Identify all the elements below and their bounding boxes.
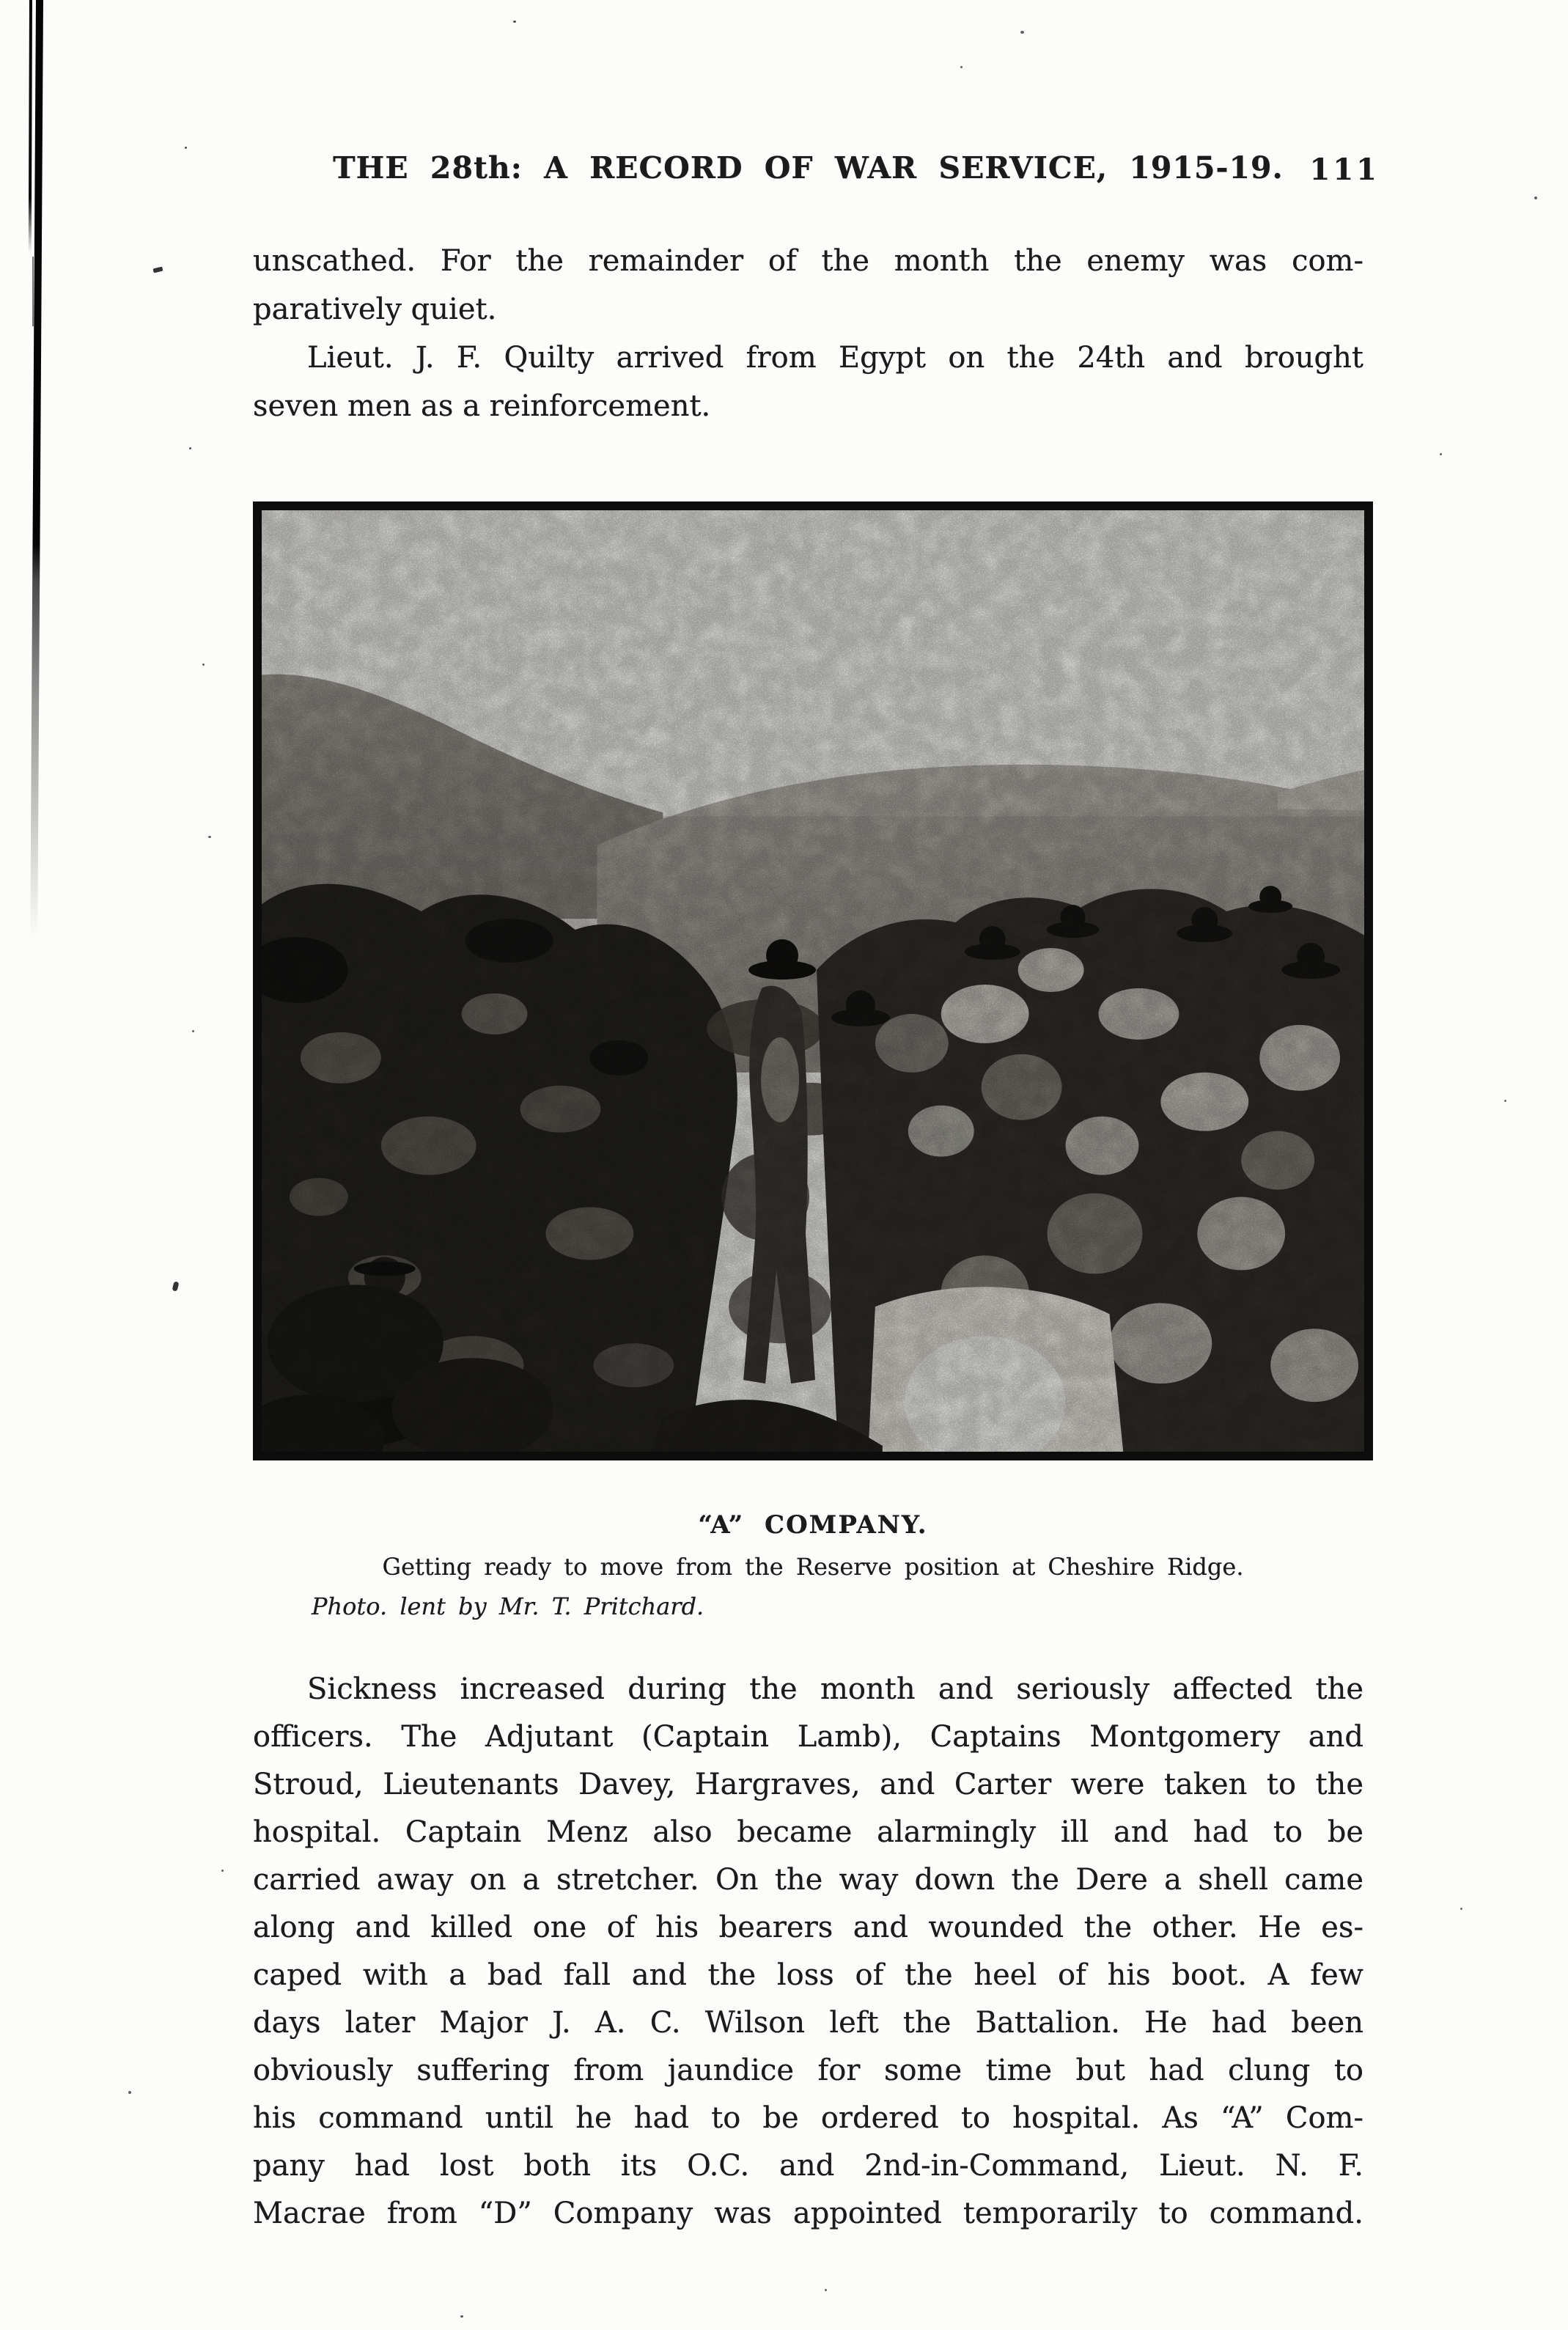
scan-speck (208, 836, 211, 838)
text-line: paratively quiet. (253, 293, 497, 326)
scan-speck (1020, 31, 1024, 34)
text-line: Macrae from “D” Company was appointed temporarily to command. (253, 2197, 1363, 2230)
paragraph (253, 334, 1363, 430)
page-number: 111 (1309, 152, 1380, 187)
text-line: hospital. Captain Menz also became alarmingly ill and had to be (253, 1815, 1363, 1849)
page-title: THE 28th: A RECORD OF WAR SERVICE, 1915-19. (333, 150, 1284, 185)
text-line: carried away on a stretcher. On the way down the Dere a shell came (253, 1863, 1363, 1897)
scan-speck (960, 66, 962, 68)
text-line: obviously suffering from jaundice for some time but had clung to (253, 2054, 1363, 2087)
text-line: along and killed one of his bearers and wounded the other. He es- (253, 1911, 1363, 1944)
text-line: his command until he had to be ordered to hospital. As “A” Com- (253, 2101, 1363, 2135)
scan-speck (1440, 453, 1442, 455)
scan-speck (185, 147, 187, 149)
scan-speck (1534, 196, 1537, 199)
photo-figure (253, 501, 1373, 1460)
paragraph (253, 1666, 1363, 2238)
figure-caption-text: Getting ready to move from the Reserve position at Cheshire Ridge. (382, 1553, 1244, 1581)
text-line: days later Major J. A. C. Wilson left the Battalion. He had been (253, 2006, 1363, 2040)
binding-mark-tail (32, 257, 34, 326)
text-line: Sickness increased during the month and seriously affected the (307, 1672, 1363, 1706)
scan-speck (825, 2289, 827, 2291)
scan-speck (460, 2315, 463, 2318)
scan-speck (172, 1281, 180, 1291)
paragraph (253, 237, 1363, 334)
figure-caption-title: “A” COMPANY. (698, 1510, 928, 1540)
scan-speck (513, 21, 516, 23)
text-line: seven men as a reinforcement. (253, 389, 711, 423)
binding-mark-thick (30, 0, 43, 938)
scan-speck (128, 2091, 131, 2094)
scan-speck (1504, 1100, 1506, 1102)
scan-speck (1460, 1908, 1462, 1910)
text-line: Lieut. J. F. Quilty arrived from Egypt on the 24th and brought (307, 341, 1363, 375)
photo-illustration (253, 501, 1373, 1460)
text-line: unscathed. For the remainder of the month the enemy was com- (253, 244, 1363, 278)
scan-speck (202, 664, 205, 666)
text-line: Stroud, Lieutenants Davey, Hargraves, and Carter were taken to the (253, 1768, 1363, 1801)
binding-mark-thin (29, 0, 32, 253)
text-line: officers. The Adjutant (Captain Lamb), Captains Montgomery and (253, 1720, 1363, 1754)
text-line: pany had lost both its O.C. and 2nd-in-Command, Lieut. N. F. (253, 2149, 1363, 2183)
figure-caption-credit: Photo. lent by Mr. T. Pritchard. (312, 1592, 704, 1620)
scan-speck (192, 1030, 194, 1032)
running-head (253, 150, 1380, 191)
scan-speck (189, 447, 191, 449)
scan-speck (221, 1870, 224, 1872)
text-line: caped with a bad fall and the loss of the heel of his boot. A few (253, 1958, 1363, 1992)
scan-speck (152, 267, 163, 273)
